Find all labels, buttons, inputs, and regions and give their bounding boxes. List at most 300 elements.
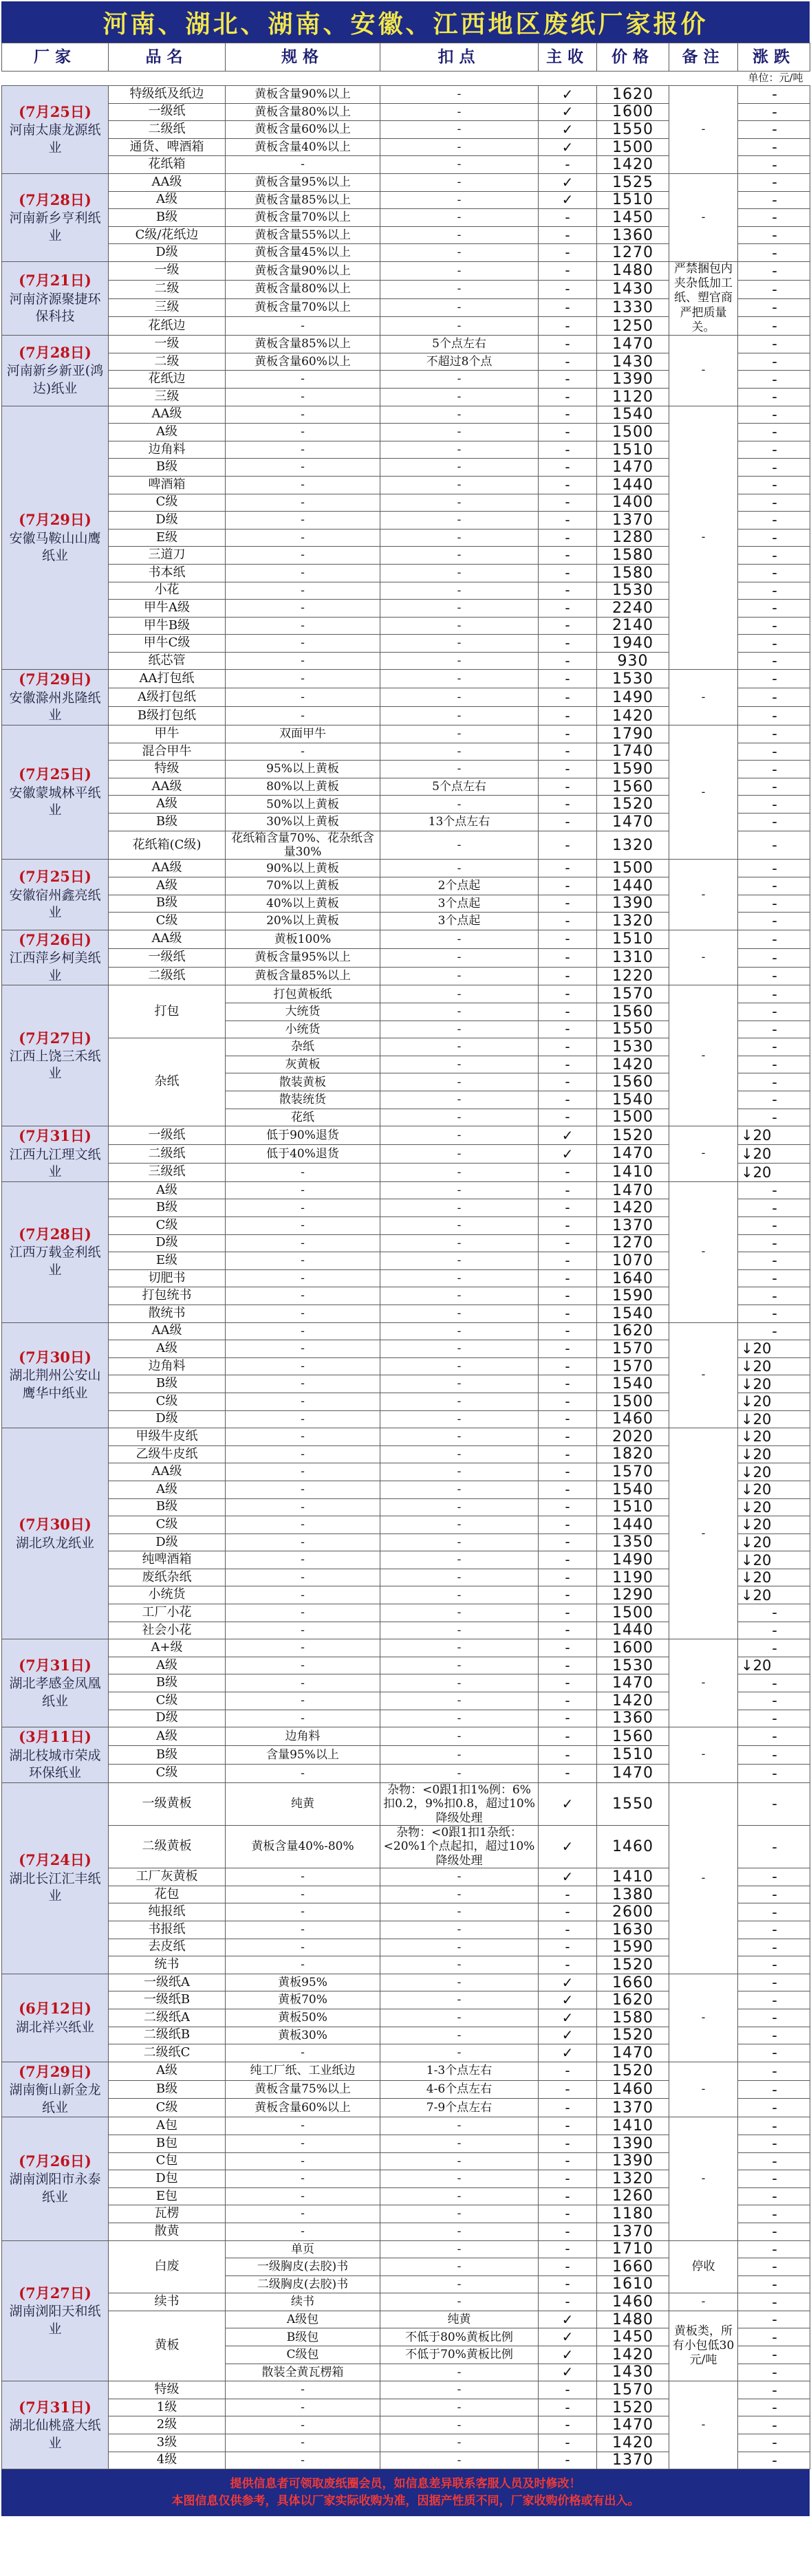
deduction-cell: - xyxy=(380,1586,539,1604)
spec-cell: - xyxy=(226,512,380,530)
product-name: D级 xyxy=(109,1533,226,1551)
change-cell: ↓20 xyxy=(738,1445,810,1463)
product-name: 统书 xyxy=(109,1956,226,1974)
price-cell: 1710 xyxy=(597,2240,669,2258)
change-cell: - xyxy=(738,406,810,424)
spec-cell: 黄板含量40%-80% xyxy=(226,1826,380,1868)
spec-cell: - xyxy=(226,1939,380,1956)
spec-cell: 含量95%以上 xyxy=(226,1746,380,1765)
price-cell: 1320 xyxy=(597,2170,669,2188)
change-cell: - xyxy=(738,2080,810,2099)
factory-name: 湖南浏阳天和纸业 xyxy=(9,2303,101,2337)
product-name: C级 xyxy=(109,1764,226,1782)
header-factory: 厂家 xyxy=(2,43,109,72)
product-name: 1级 xyxy=(109,2399,226,2416)
spec-cell: 黄板95% xyxy=(226,1974,380,1991)
spec-cell: - xyxy=(226,156,380,174)
main-collect-cell: - xyxy=(539,388,597,406)
main-collect-cell: - xyxy=(539,2080,597,2099)
spec-cell: 黄板含量95%以上 xyxy=(226,173,380,191)
table-row xyxy=(2,2062,810,2080)
price-cell: 1570 xyxy=(597,1340,669,1358)
change-cell: - xyxy=(738,2452,810,2469)
deduction-cell: - xyxy=(380,1956,539,1974)
price-cell: 1520 xyxy=(597,2062,669,2080)
factory-cell xyxy=(2,1428,109,1639)
product-name: 一级纸 xyxy=(109,948,226,967)
change-cell: - xyxy=(738,1782,810,1825)
product-name: D级 xyxy=(109,512,226,530)
deduction-cell: - xyxy=(380,2240,539,2258)
spec-cell: - xyxy=(226,2117,380,2135)
main-collect-cell: - xyxy=(539,1903,597,1921)
factory-date: (6月12日) xyxy=(19,2000,91,2018)
main-collect-cell: - xyxy=(539,1710,597,1727)
factory-cell xyxy=(2,860,109,930)
change-cell: - xyxy=(738,617,810,635)
table-row xyxy=(2,2240,810,2258)
main-collect-cell: - xyxy=(539,1639,597,1657)
spec-cell: 小统货 xyxy=(226,1020,380,1038)
main-collect-cell: - xyxy=(539,2223,597,2240)
spec-cell: - xyxy=(226,1622,380,1639)
spec-cell: 散装黄板 xyxy=(226,1073,380,1091)
main-collect-cell: - xyxy=(539,670,597,688)
change-cell: ↓20 xyxy=(738,1375,810,1393)
change-cell: - xyxy=(738,138,810,156)
spec-cell: 黄板含量40%以上 xyxy=(226,138,380,156)
spec-cell: 杂纸 xyxy=(226,1038,380,1056)
spec-cell: - xyxy=(226,1586,380,1604)
factory-name: 安徽蒙城林平纸业 xyxy=(9,785,101,818)
deduction-cell: - xyxy=(380,948,539,967)
price-cell: 1630 xyxy=(597,1921,669,1939)
spec-cell: - xyxy=(226,317,380,336)
deduction-cell: - xyxy=(380,1269,539,1287)
spec-cell: - xyxy=(226,564,380,582)
change-cell: - xyxy=(738,2135,810,2152)
spec-cell: 打包黄板纸 xyxy=(226,985,380,1003)
deduction-cell: - xyxy=(380,1199,539,1217)
product-name: 2级 xyxy=(109,2416,226,2434)
main-collect-cell: - xyxy=(539,930,597,948)
main-collect-cell: - xyxy=(539,209,597,227)
change-cell: - xyxy=(738,209,810,227)
deduction-cell: - xyxy=(380,1145,539,1164)
factory-cell xyxy=(2,1126,109,1182)
main-collect-cell: - xyxy=(539,547,597,565)
main-collect-cell: - xyxy=(539,796,597,814)
change-cell: - xyxy=(738,353,810,371)
spec-cell: - xyxy=(226,1234,380,1252)
change-cell: - xyxy=(738,441,810,459)
product-name: 二级纸A xyxy=(109,2009,226,2027)
price-cell: 1430 xyxy=(597,2364,669,2381)
price-cell: 1310 xyxy=(597,948,669,967)
remark-cell: - xyxy=(669,406,738,670)
deduction-cell: - xyxy=(380,930,539,948)
change-cell: - xyxy=(738,244,810,262)
main-collect-cell: - xyxy=(539,743,597,761)
remark-cell: - xyxy=(669,336,738,406)
price-cell: 1370 xyxy=(597,2223,669,2240)
product-name: C级 xyxy=(109,1692,226,1710)
product-name: C级 xyxy=(109,1393,226,1410)
price-cell: 2140 xyxy=(597,617,669,635)
spec-cell: - xyxy=(226,2381,380,2399)
price-cell: 1570 xyxy=(597,1357,669,1375)
spec-cell: 黄板含量95%以上 xyxy=(226,948,380,967)
change-cell: - xyxy=(738,2187,810,2205)
change-cell: - xyxy=(738,1269,810,1287)
main-collect-cell: - xyxy=(539,2381,597,2399)
main-collect-cell: - xyxy=(539,2152,597,2170)
deduction-cell: - xyxy=(380,1038,539,1056)
factory-cell xyxy=(2,86,109,174)
deduction-cell: - xyxy=(380,1322,539,1340)
factory-name: 湖北祥兴纸业 xyxy=(15,2019,94,2035)
price-cell: 1570 xyxy=(597,985,669,1003)
spec-cell: - xyxy=(226,1604,380,1622)
price-cell: 1420 xyxy=(597,2434,669,2452)
factory-date: (7月27日) xyxy=(19,2284,91,2302)
price-cell: 1470 xyxy=(597,459,669,477)
price-cell: 1540 xyxy=(597,1375,669,1393)
header-deduction: 扣点 xyxy=(380,43,539,72)
price-cell: 1580 xyxy=(597,564,669,582)
main-collect-cell: - xyxy=(539,424,597,441)
change-cell: - xyxy=(738,261,810,280)
price-cell: 1470 xyxy=(597,2044,669,2062)
factory-name: 河南新乡亨利纸业 xyxy=(9,210,101,243)
change-cell: - xyxy=(738,1764,810,1782)
main-collect-cell: - xyxy=(539,1305,597,1322)
table-row xyxy=(2,725,810,743)
product-name: 花纸边 xyxy=(109,371,226,389)
main-collect-cell: - xyxy=(539,336,597,353)
spec-cell: - xyxy=(226,1710,380,1727)
deduction-cell: - xyxy=(380,371,539,389)
main-collect-cell: ✓ xyxy=(539,2364,597,2381)
deduction-cell: - xyxy=(380,860,539,877)
factory-date: (7月25日) xyxy=(19,765,91,783)
change-cell: ↓20 xyxy=(738,1533,810,1551)
price-cell: 1540 xyxy=(597,1481,669,1498)
spec-cell: - xyxy=(226,1181,380,1199)
deduction-cell: - xyxy=(380,1692,539,1710)
main-collect-cell: - xyxy=(539,1657,597,1674)
main-collect-cell: - xyxy=(539,1764,597,1782)
main-collect-cell: - xyxy=(539,244,597,262)
price-cell: 1510 xyxy=(597,1746,669,1765)
deduction-cell: - xyxy=(380,1974,539,1991)
spec-cell: - xyxy=(226,1956,380,1974)
price-cell: 1590 xyxy=(597,1939,669,1956)
price-table-body xyxy=(2,86,810,2469)
price-sheet xyxy=(1,1,810,2516)
spec-cell: - xyxy=(226,1357,380,1375)
spec-cell: 30%以上黄板 xyxy=(226,814,380,831)
main-collect-cell: - xyxy=(539,494,597,512)
header-spec: 规格 xyxy=(226,43,380,72)
change-cell: - xyxy=(738,298,810,317)
price-cell: 1660 xyxy=(597,1974,669,1991)
deduction-cell: - xyxy=(380,1674,539,1692)
spec-cell: - xyxy=(226,2416,380,2434)
main-collect-cell: - xyxy=(539,1463,597,1481)
price-cell: 1450 xyxy=(597,2328,669,2346)
product-name: C级 xyxy=(109,494,226,512)
price-cell: 1530 xyxy=(597,670,669,688)
product-category: 打包 xyxy=(109,985,226,1038)
change-cell: - xyxy=(738,1974,810,1991)
table-row xyxy=(2,2381,810,2399)
factory-date: (7月24日) xyxy=(19,1851,91,1869)
spec-cell: 黄板含量90%以上 xyxy=(226,86,380,104)
spec-cell: - xyxy=(226,2187,380,2205)
change-cell: - xyxy=(738,1746,810,1765)
main-collect-cell: - xyxy=(539,1410,597,1428)
spec-cell: - xyxy=(226,1639,380,1657)
change-cell: - xyxy=(738,652,810,670)
deduction-cell: - xyxy=(380,1428,539,1446)
product-name: 散黄 xyxy=(109,2223,226,2240)
deduction-cell: - xyxy=(380,2009,539,2027)
spec-cell: - xyxy=(226,2399,380,2416)
main-collect-cell: - xyxy=(539,778,597,796)
spec-cell: - xyxy=(226,406,380,424)
factory-name: 江西上饶三禾纸业 xyxy=(9,1048,101,1082)
deduction-cell: - xyxy=(380,1746,539,1765)
factory-cell xyxy=(2,1322,109,1428)
change-cell: - xyxy=(738,725,810,743)
product-name: 三级 xyxy=(109,388,226,406)
product-name: B级 xyxy=(109,895,226,913)
spec-cell: - xyxy=(226,1481,380,1498)
product-name: 甲牛C级 xyxy=(109,635,226,653)
price-cell: 1490 xyxy=(597,1551,669,1569)
product-name: A级 xyxy=(109,1481,226,1498)
price-cell: 1290 xyxy=(597,1586,669,1604)
main-collect-cell: - xyxy=(539,814,597,831)
remark-cell: - xyxy=(669,86,738,174)
factory-name: 江西萍乡柯美纸业 xyxy=(9,950,101,983)
deduction-cell: - xyxy=(380,280,539,298)
main-collect-cell: - xyxy=(539,1181,597,1199)
deduction-cell: - xyxy=(380,1481,539,1498)
deduction-cell: 杂物：<0跟1扣1杂纸：<20%1个点起扣，超过10%降级处理 xyxy=(380,1826,539,1868)
deduction-cell: 杂物：<0跟1扣1%例：6%扣0.2，9%扣0.8，超过10%降级处理 xyxy=(380,1782,539,1825)
deduction-cell: - xyxy=(380,1357,539,1375)
spec-cell: - xyxy=(226,617,380,635)
product-name: 去皮纸 xyxy=(109,1939,226,1956)
change-cell: - xyxy=(738,1903,810,1921)
change-cell: - xyxy=(738,1991,810,2009)
product-category: 黄板 xyxy=(109,2311,226,2381)
price-cell: 1530 xyxy=(597,582,669,600)
factory-cell xyxy=(2,1727,109,1783)
spec-cell: 95%以上黄板 xyxy=(226,761,380,778)
deduction-cell: - xyxy=(380,1991,539,2009)
spec-cell: - xyxy=(226,1463,380,1481)
price-cell: 1270 xyxy=(597,244,669,262)
deduction-cell: - xyxy=(380,1886,539,1903)
main-collect-cell: - xyxy=(539,877,597,895)
factory-cell xyxy=(2,336,109,406)
deduction-cell: 不超过8个点 xyxy=(380,353,539,371)
remark-cell: - xyxy=(669,2062,738,2117)
price-cell: 1550 xyxy=(597,1782,669,1825)
factory-name: 湖南浏阳市永泰纸业 xyxy=(9,2171,101,2205)
deduction-cell: - xyxy=(380,1764,539,1782)
price-cell: 1500 xyxy=(597,138,669,156)
main-collect-cell: - xyxy=(539,2452,597,2469)
remark-cell: - xyxy=(669,725,738,860)
main-collect-cell: - xyxy=(539,1375,597,1393)
product-name: AA级 xyxy=(109,778,226,796)
change-cell: ↓20 xyxy=(738,1357,810,1375)
spec-cell: - xyxy=(226,1393,380,1410)
change-cell: ↓20 xyxy=(738,1393,810,1410)
main-collect-cell: ✓ xyxy=(539,2027,597,2044)
change-cell: - xyxy=(738,156,810,174)
price-cell: 2020 xyxy=(597,1428,669,1446)
main-collect-cell: - xyxy=(539,1269,597,1287)
change-cell: - xyxy=(738,2434,810,2452)
spec-cell: 灰黄板 xyxy=(226,1056,380,1073)
deduction-cell: - xyxy=(380,796,539,814)
main-collect-cell: - xyxy=(539,1886,597,1903)
change-cell: - xyxy=(738,796,810,814)
header-remark: 备注 xyxy=(669,43,738,72)
product-name: 啤酒箱 xyxy=(109,476,226,494)
change-cell: - xyxy=(738,2364,810,2381)
remark-cell: - xyxy=(669,1181,738,1322)
deduction-cell: - xyxy=(380,1163,539,1181)
price-cell: 1190 xyxy=(597,1569,669,1586)
price-cell: 1525 xyxy=(597,173,669,191)
change-cell: - xyxy=(738,967,810,985)
product-name: A级打包纸 xyxy=(109,688,226,707)
remark-cell: - xyxy=(669,860,738,930)
product-name: AA打包纸 xyxy=(109,670,226,688)
spec-cell: - xyxy=(226,459,380,477)
price-cell: 1550 xyxy=(597,121,669,139)
spec-cell: - xyxy=(226,582,380,600)
deduction-cell: 纯黄 xyxy=(380,2311,539,2328)
change-cell: - xyxy=(738,476,810,494)
spec-cell: - xyxy=(226,476,380,494)
deduction-cell: - xyxy=(380,670,539,688)
change-cell: - xyxy=(738,1181,810,1199)
spec-cell: 续书 xyxy=(226,2293,380,2311)
deduction-cell: - xyxy=(380,1056,539,1073)
change-cell: - xyxy=(738,2346,810,2364)
deduction-cell: - xyxy=(380,209,539,227)
product-name: 纸芯管 xyxy=(109,652,226,670)
main-collect-cell: ✓ xyxy=(539,2328,597,2346)
change-cell: - xyxy=(738,317,810,336)
deduction-cell: 3个点起 xyxy=(380,895,539,913)
deduction-cell: - xyxy=(380,2434,539,2452)
spec-cell: - xyxy=(226,1921,380,1939)
product-name: B级 xyxy=(109,1199,226,1217)
change-cell: - xyxy=(738,494,810,512)
spec-cell: - xyxy=(226,2452,380,2469)
spec-cell: 黄板含量75%以上 xyxy=(226,2080,380,2099)
deduction-cell: - xyxy=(380,1305,539,1322)
factory-cell xyxy=(2,173,109,261)
deduction-cell: - xyxy=(380,1868,539,1886)
change-cell: - xyxy=(738,512,810,530)
price-cell: 1940 xyxy=(597,635,669,653)
change-cell: ↓20 xyxy=(738,1569,810,1586)
product-category: 杂纸 xyxy=(109,1038,226,1126)
remark-cell: - xyxy=(669,1639,738,1727)
factory-date: (7月26日) xyxy=(19,930,91,948)
change-cell: ↓20 xyxy=(738,1498,810,1516)
deduction-cell: - xyxy=(380,1551,539,1569)
change-cell: - xyxy=(738,2062,810,2080)
spec-cell: 花纸 xyxy=(226,1109,380,1126)
spec-cell: 黄板含量60%以上 xyxy=(226,2099,380,2117)
main-collect-cell: ✓ xyxy=(539,2044,597,2062)
product-name: 乙级牛皮纸 xyxy=(109,1445,226,1463)
table-row xyxy=(2,2311,810,2328)
deduction-cell: - xyxy=(380,1410,539,1428)
deduction-cell: - xyxy=(380,985,539,1003)
change-cell: - xyxy=(738,424,810,441)
change-cell: - xyxy=(738,191,810,209)
price-cell: 1440 xyxy=(597,476,669,494)
remark-cell: - xyxy=(669,173,738,261)
main-collect-cell: - xyxy=(539,600,597,618)
spec-cell: - xyxy=(226,547,380,565)
spec-cell: - xyxy=(226,1305,380,1322)
spec-cell: 黄板50% xyxy=(226,2009,380,2027)
main-collect-cell: - xyxy=(539,1252,597,1270)
deduction-cell: - xyxy=(380,2293,539,2311)
product-name: B包 xyxy=(109,2135,226,2152)
spec-cell: - xyxy=(226,1375,380,1393)
spec-cell: 边角料 xyxy=(226,1727,380,1746)
main-collect-cell: - xyxy=(539,2434,597,2452)
main-collect-cell: - xyxy=(539,2187,597,2205)
deduction-cell: - xyxy=(380,244,539,262)
product-name: 一级 xyxy=(109,336,226,353)
price-cell: 1540 xyxy=(597,1091,669,1109)
remark-cell: - xyxy=(669,930,738,985)
change-cell: - xyxy=(738,2328,810,2346)
change-cell: ↓20 xyxy=(738,1463,810,1481)
product-name: E级 xyxy=(109,529,226,547)
spec-cell: - xyxy=(226,1692,380,1710)
main-collect-cell: - xyxy=(539,226,597,244)
product-name: B级 xyxy=(109,1746,226,1765)
deduction-cell: - xyxy=(380,1569,539,1586)
main-collect-cell: - xyxy=(539,2099,597,2117)
change-cell: - xyxy=(738,877,810,895)
deduction-cell: - xyxy=(380,707,539,725)
change-cell: ↓20 xyxy=(738,1163,810,1181)
product-name: D级 xyxy=(109,1710,226,1727)
product-name: 一级纸 xyxy=(109,103,226,121)
change-cell: - xyxy=(738,2416,810,2434)
spec-cell: 纯工厂纸、工业纸边 xyxy=(226,2062,380,2080)
price-cell: 1420 xyxy=(597,1199,669,1217)
deduction-cell: 5个点左右 xyxy=(380,336,539,353)
deduction-cell: - xyxy=(380,138,539,156)
